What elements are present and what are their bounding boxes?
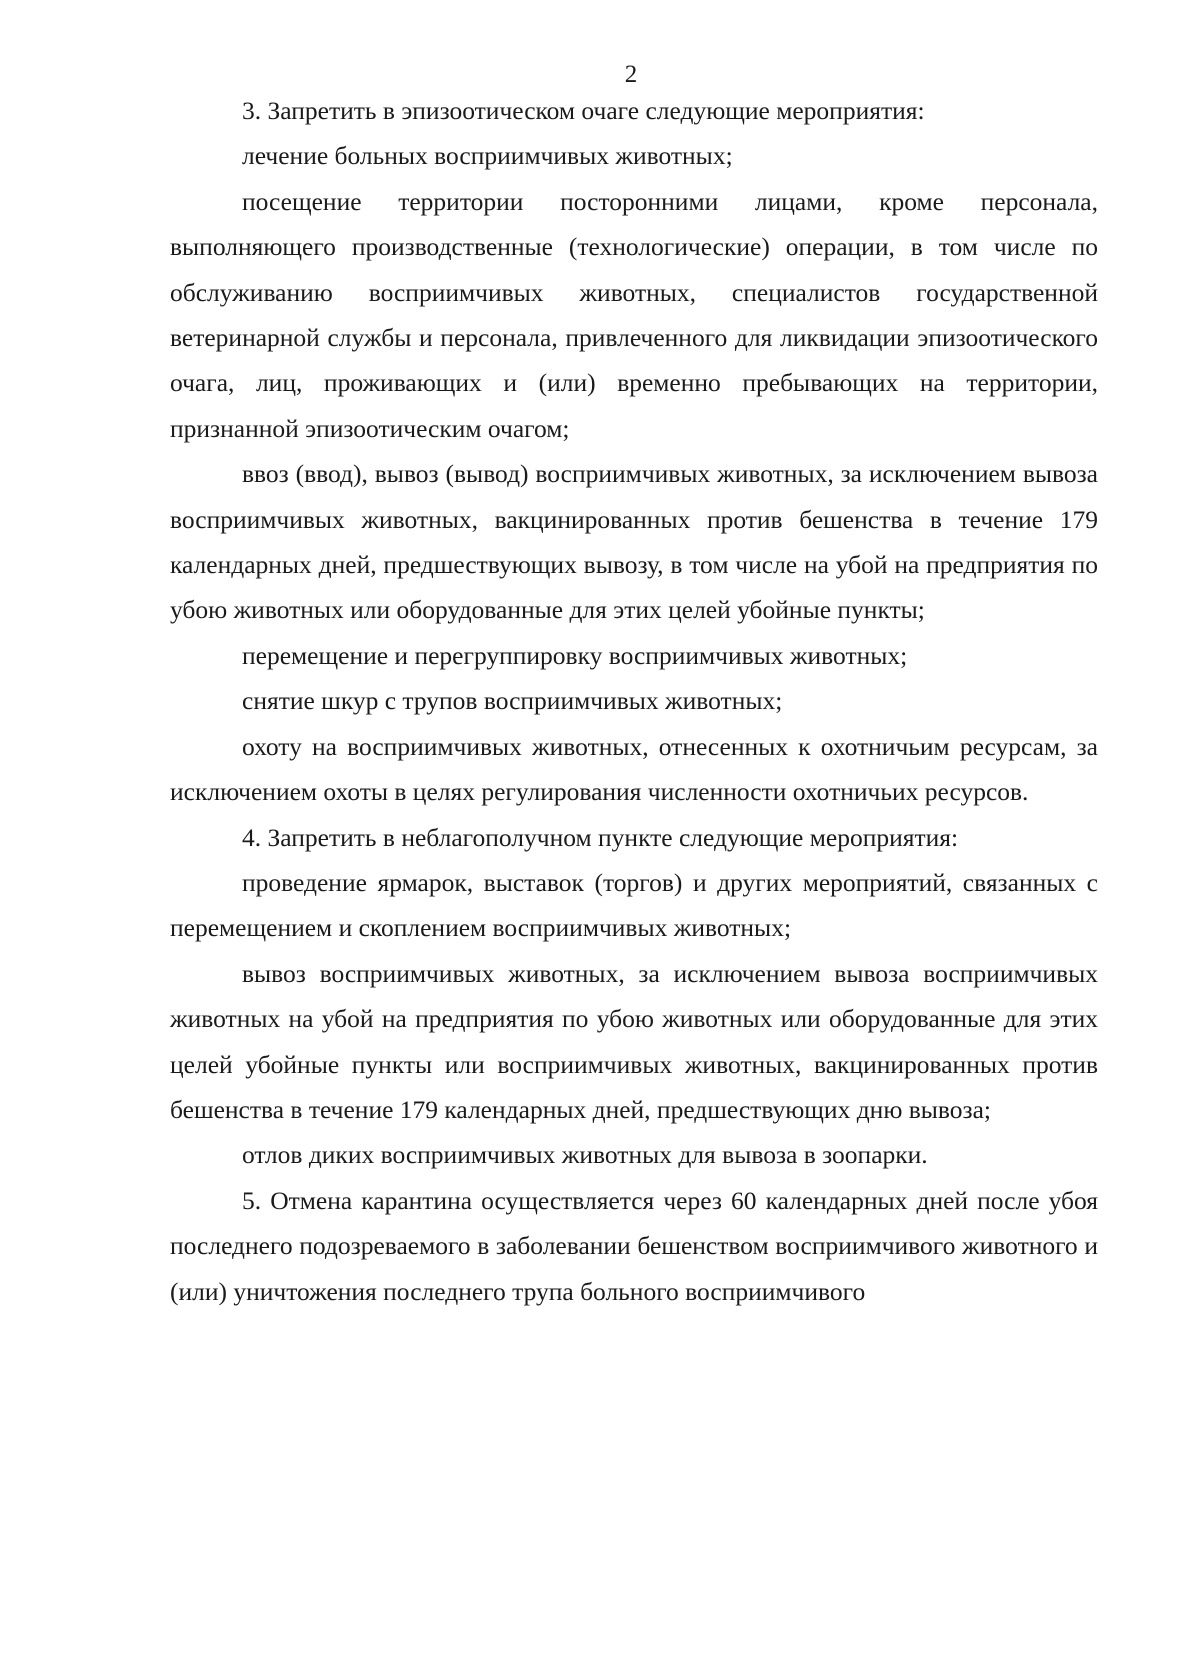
document-body xyxy=(170,88,1098,1314)
page-number: 2 xyxy=(624,61,638,88)
paragraph-fairs-ban: проведение ярмарок, выставок (торгов) и других мероприятий, связанных с перемещением и скоплением восприимчивых животных; xyxy=(170,867,1098,943)
paragraph-hunting-ban: охоту на восприимчивых животных, отнесенных к охотничьим ресурсам, за исключением охоты в целях регулирования численности охотничьих ресурсов. xyxy=(170,731,1098,807)
paragraph-movement-ban: перемещение и перегруппировку восприимчивых животных; xyxy=(242,640,908,670)
paragraph-removal-ban: вывоз восприимчивых животных, за исключением вывоза восприимчивых животных на убой на предприятия по убою животных или оборудованные для этих целей убойные пункты или восприимчивых животных, вакцинированных против бешенства в течение 179 календарных дней, предшествующих дню вывоза; xyxy=(170,958,1098,1124)
paragraph-trapping-ban: отлов диких восприимчивых животных для вывоза в зоопарки. xyxy=(242,1140,928,1170)
paragraph-import-export-ban: ввоз (ввод), вывоз (вывод) восприимчивых животных, за исключением вывоза восприимчивых животных, вакцинированных против бешенства в течение 179 календарных дней, предшествующих вывозу, в том числе на убой на предприятия по убою животных или оборудованные для этих целей убойные пункты; xyxy=(170,459,1098,625)
paragraph-treatment-ban: лечение больных восприимчивых животных; xyxy=(242,141,733,171)
paragraph-skinning-ban: снятие шкур с трупов восприимчивых животных; xyxy=(242,686,783,716)
paragraph-item-5: 5. Отмена карантина осуществляется через 60 календарных дней после убоя последнего подозреваемого в заболевании бешенством восприимчивого животного и (или) уничтожения последнего трупа больного восприимчивого xyxy=(170,1185,1098,1306)
paragraph-item-4: 4. Запретить в неблагополучном пункте следующие мероприятия: xyxy=(242,822,959,852)
paragraph-visit-ban: посещение территории посторонними лицами, кроме персонала, выполняющего производственные (технологические) операции, в том числе по обслуживанию восприимчивых животных, специалистов государственной ветеринарной службы и персонала, привлеченного для ликвидации эпизоотического очага, лиц, проживающих и (или) временно пребывающих на территории, признанной эпизоотическим очагом; xyxy=(170,186,1098,443)
paragraph-item-3: 3. Запретить в эпизоотическом очаге следующие мероприятия: xyxy=(242,96,925,125)
